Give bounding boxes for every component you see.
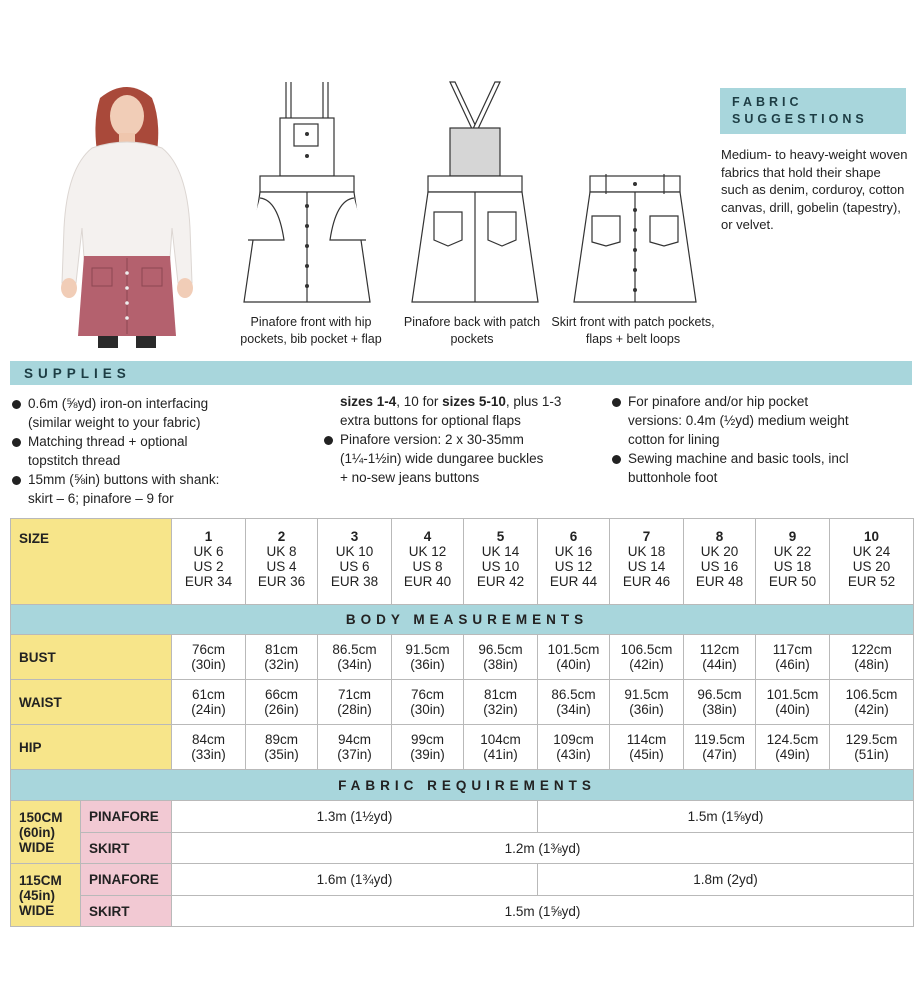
size-uk: UK 14 [481,544,520,559]
size-label: SIZE [11,519,172,605]
size-cell-10 [830,519,914,605]
size-cell-9 [756,519,830,605]
size-cell-2 [246,519,318,605]
measurement-cell: 101.5cm (40in) [756,680,830,725]
measurement-cell: 94cm (37in) [318,725,392,770]
size-us: US 16 [700,559,739,574]
size-number: 2 [277,529,286,544]
fabric-width-115: 115CM (45in) WIDE [11,864,81,927]
size-us: US 18 [773,559,812,574]
size-eur: EUR 42 [476,574,525,589]
size-number: 1 [204,529,213,544]
fabric-115-skirt-row [11,896,914,927]
size-us: US 6 [339,559,370,574]
size-cell-3 [318,519,392,605]
size-number: 10 [864,529,880,544]
size-uk: UK 24 [852,544,891,559]
size-eur: EUR 36 [257,574,306,589]
hip-row [11,725,914,770]
supplies-item-lining: For pinafore and/or hip pocket [610,392,910,411]
size-uk: UK 16 [554,544,593,559]
size-us: US 10 [481,559,520,574]
hip-label: HIP [11,725,172,770]
size-eur: EUR 50 [768,574,817,589]
sizes-bold-2: sizes 5-10 [442,394,506,409]
bust-label: BUST [11,635,172,680]
supplies-item-machine: Sewing machine and basic tools, incl [610,449,910,468]
measurement-cell: 124.5cm (49in) [756,725,830,770]
supplies-item-thread-cont: topstitch thread [28,453,121,468]
size-cell-5 [464,519,538,605]
size-number: 7 [642,529,651,544]
size-cell-7 [610,519,684,605]
size-us: US 12 [554,559,593,574]
sizes-bold-1: sizes 1-4 [340,394,397,409]
pinafore-back-caption: Pinafore back with patch pockets [403,315,541,346]
fabric-150-pinafore-row [11,801,914,833]
size-number: 8 [715,529,724,544]
measurement-cell: 112cm (44in) [684,635,756,680]
size-eur: EUR 48 [695,574,744,589]
supplies-title: SUPPLIES [10,361,912,385]
size-eur: EUR 38 [330,574,379,589]
measurement-cell: 81cm (32in) [246,635,318,680]
supplies-extra-buttons: extra buttons for optional flaps [340,413,521,428]
size-cell-1 [172,519,246,605]
supplies-buttons-sizes [322,392,622,411]
size-us: US 14 [627,559,666,574]
measurement-cell: 99cm (39in) [392,725,464,770]
fabric-skirt-label: SKIRT [81,896,172,927]
supplies-item-buttons-cont: skirt – 6; pinafore – 9 for [28,491,174,506]
supplies-item-buckles: Pinafore version: 2 x 30-35mm [322,430,622,449]
size-us: US 20 [852,559,891,574]
size-eur: EUR 46 [622,574,671,589]
measurement-cell: 89cm (35in) [246,725,318,770]
supplies-item-buckles-cont: (1¼-1½in) wide dungaree buckles [340,451,544,466]
measurement-cell: 76cm (30in) [172,635,246,680]
skirt-front-caption: Skirt front with patch pockets, flaps + belt loops [551,315,715,346]
measurement-cell: 91.5cm (36in) [392,635,464,680]
fabric-value: 1.3m (1½yd) [172,801,538,833]
size-cell-4 [392,519,464,605]
supplies-item-lining-cont: versions: 0.4m (½yd) medium weight [628,413,849,428]
fabric-suggestions-title-line2: SUGGESTIONS [732,112,868,126]
measurement-cell: 119.5cm (47in) [684,725,756,770]
size-uk: UK 12 [408,544,447,559]
supplies-item-lining-cont2: cotton for lining [628,432,720,447]
size-uk: UK 6 [193,544,224,559]
supplies-column-3 [610,392,910,487]
size-uk: UK 8 [266,544,297,559]
sizes-mid: , 10 for [396,394,443,409]
fabric-value: 1.2m (1⅜yd) [172,833,914,864]
measurement-cell: 96.5cm (38in) [684,680,756,725]
fabric-requirements-title: FABRIC REQUIREMENTS [11,770,914,801]
size-uk: UK 22 [773,544,812,559]
size-eur: EUR 34 [184,574,233,589]
measurement-cell: 101.5cm (40in) [538,635,610,680]
measurement-cell: 86.5cm (34in) [538,680,610,725]
supplies-item-interfacing-cont: (similar weight to your fabric) [28,415,201,430]
measurement-cell: 117cm (46in) [756,635,830,680]
supplies-item-interfacing: 0.6m (⅝yd) iron-on interfacing [10,394,310,413]
size-us: US 2 [193,559,224,574]
fabric-value: 1.6m (1¾yd) [172,864,538,896]
fabric-suggestions-title [720,88,906,134]
fabric-150-skirt-row [11,833,914,864]
bust-row [11,635,914,680]
waist-label: WAIST [11,680,172,725]
size-eur: EUR 52 [847,574,896,589]
fabric-requirements-band [11,770,914,801]
fabric-pinafore-label: PINAFORE [81,864,172,896]
fabric-width-150: 150CM (60in) WIDE [11,801,81,864]
waist-row [11,680,914,725]
size-eur: EUR 40 [403,574,452,589]
measurement-cell: 84cm (33in) [172,725,246,770]
measurement-cell: 106.5cm (42in) [610,635,684,680]
supplies-item-machine-cont: buttonhole foot [628,470,718,485]
fabric-suggestions-text: Medium- to heavy-weight woven fabrics that hold their shape such as denim, corduroy, cotton canvas, drill, gobelin (tapestry), or velvet. [721,147,908,232]
supplies-column-2 [322,392,622,487]
measurement-cell: 61cm (24in) [172,680,246,725]
measurement-cell: 104cm (41in) [464,725,538,770]
measurement-cell: 122cm (48in) [830,635,914,680]
size-number: 4 [423,529,432,544]
measurement-cell: 91.5cm (36in) [610,680,684,725]
size-eur: EUR 44 [549,574,598,589]
size-number: 3 [350,529,359,544]
size-number: 9 [788,529,797,544]
body-measurements-title: BODY MEASUREMENTS [11,605,914,635]
size-cell-6 [538,519,610,605]
fabric-115-pinafore-row [11,864,914,896]
supplies-item-thread: Matching thread + optional [10,432,310,451]
measurement-cell: 81cm (32in) [464,680,538,725]
size-number: 6 [569,529,578,544]
size-uk: UK 10 [335,544,374,559]
fabric-value: 1.5m (1⅝yd) [538,801,914,833]
fabric-pinafore-label: PINAFORE [81,801,172,833]
measurement-cell: 114cm (45in) [610,725,684,770]
size-row [11,519,914,605]
size-cell-8 [684,519,756,605]
measurement-cell: 76cm (30in) [392,680,464,725]
supplies-item-buckles-cont2: + no-sew jeans buttons [340,470,480,485]
fabric-suggestions-title-line1: FABRIC [732,95,803,109]
sizes-end: , plus 1-3 [505,394,562,409]
body-measurements-band [11,605,914,635]
pinafore-front-drawing [236,80,378,308]
fabric-value: 1.8m (2yd) [538,864,914,896]
pinafore-front-caption: Pinafore front with hip pockets, bib pocket + flap [240,315,382,346]
size-uk: UK 18 [627,544,666,559]
measurement-cell: 71cm (28in) [318,680,392,725]
size-uk: UK 20 [700,544,739,559]
measurement-cell: 109cm (43in) [538,725,610,770]
measurement-cell: 66cm (26in) [246,680,318,725]
size-us: US 4 [266,559,297,574]
measurement-cell: 96.5cm (38in) [464,635,538,680]
measurement-cell: 86.5cm (34in) [318,635,392,680]
measurement-cell: 106.5cm (42in) [830,680,914,725]
size-chart-table [10,518,914,927]
supplies-item-buttons: 15mm (⅝in) buttons with shank: [10,470,310,489]
fabric-skirt-label: SKIRT [81,833,172,864]
measurement-cell: 129.5cm (51in) [830,725,914,770]
size-us: US 8 [412,559,443,574]
model-photo [52,78,202,348]
supplies-column-1 [10,394,310,508]
size-number: 5 [496,529,505,544]
skirt-front-drawing [566,170,704,308]
pinafore-back-drawing [404,80,546,308]
fabric-value: 1.5m (1⅝yd) [172,896,914,927]
